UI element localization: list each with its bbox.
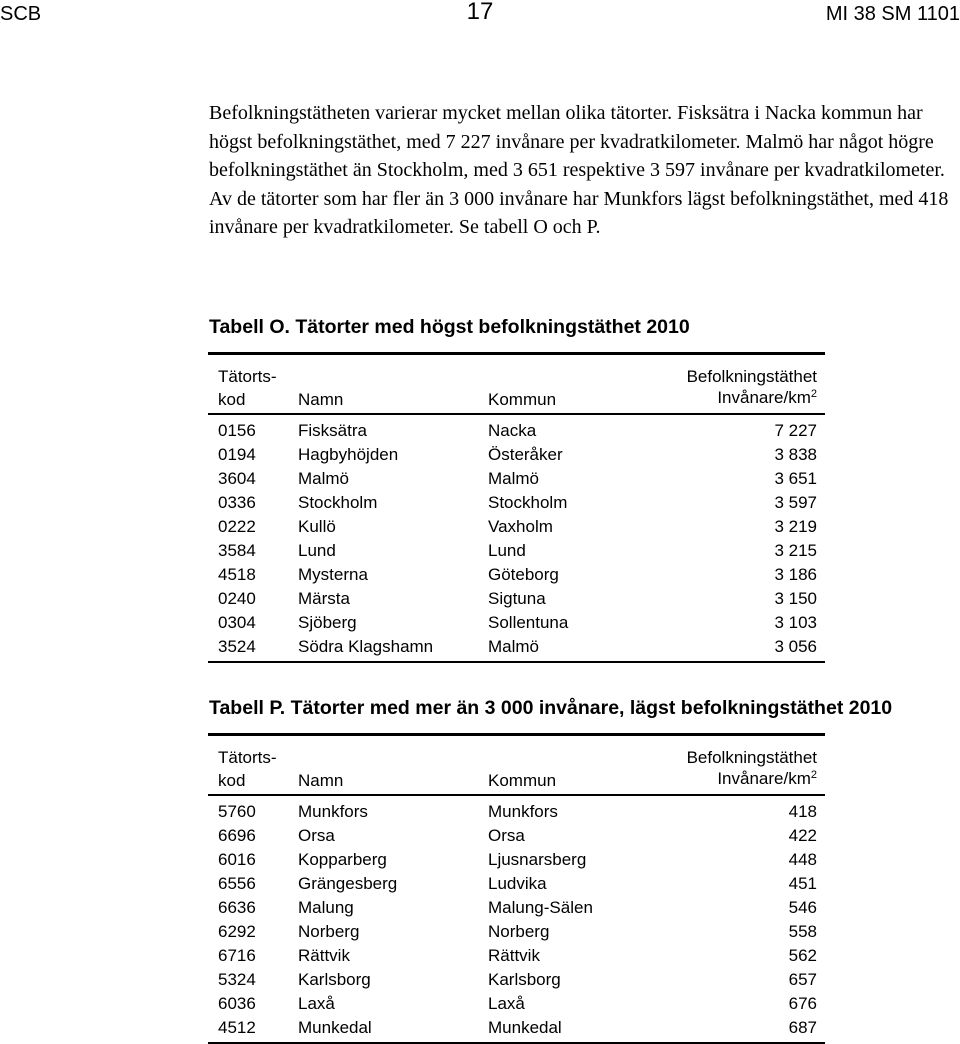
table-row [208, 920, 825, 944]
table-row [208, 539, 825, 563]
table-row [208, 848, 825, 872]
cell-kommun: Stockholm [488, 493, 568, 512]
cell-kommun: Norberg [488, 922, 550, 941]
cell-kod: 3584 [218, 541, 256, 560]
table-row [208, 491, 825, 515]
table-o [208, 352, 825, 663]
cell-kod: 6556 [218, 874, 256, 893]
cell-kommun: Munkedal [488, 1018, 562, 1037]
cell-namn: Lund [298, 541, 336, 560]
table-o-body [208, 415, 825, 661]
unit-text: Invånare/km [717, 388, 811, 407]
cell-value: 3 838 [774, 445, 817, 464]
table-o-title: Tabell O. Tätorter med högst befolkningstäthet 2010 [209, 316, 690, 338]
page-number: 17 [466, 0, 494, 25]
table-row [208, 635, 825, 659]
header-unit [717, 388, 817, 408]
cell-kommun: Ljusnarsberg [488, 850, 587, 869]
table-row [208, 611, 825, 635]
cell-namn: Karlsborg [298, 970, 371, 989]
cell-kod: 0194 [218, 445, 256, 464]
header-namn: Namn [298, 771, 344, 790]
cell-kommun: Ludvika [488, 874, 547, 893]
table-p-body [208, 796, 825, 1042]
report-id: MI 38 SM 1101 [825, 3, 960, 25]
cell-kommun: Malmö [488, 469, 540, 488]
cell-kod: 0240 [218, 589, 256, 608]
table-row [208, 587, 825, 611]
cell-kod: 6292 [218, 922, 256, 941]
cell-value: 451 [788, 874, 817, 893]
cell-kommun: Vaxholm [488, 517, 553, 536]
intro-text [209, 99, 949, 242]
cell-kod: 6016 [218, 850, 256, 869]
cell-namn: Munkfors [298, 802, 368, 821]
cell-value: 687 [788, 1018, 817, 1037]
cell-kommun: Göteborg [488, 565, 559, 584]
table-row [208, 944, 825, 968]
cell-kommun: Malung-Sälen [488, 898, 593, 917]
cell-kod: 5324 [218, 970, 256, 989]
cell-kommun: Orsa [488, 826, 525, 845]
cell-value: 3 597 [774, 493, 817, 512]
cell-kommun: Karlsborg [488, 970, 561, 989]
cell-kod: 6716 [218, 946, 256, 965]
cell-value: 562 [788, 946, 817, 965]
cell-kommun: Munkfors [488, 802, 558, 821]
header-unit [717, 769, 817, 789]
header-kod-line1: Tätorts- [218, 748, 277, 767]
cell-kod: 3604 [218, 469, 256, 488]
cell-kod: 6036 [218, 994, 256, 1013]
cell-value: 3 219 [774, 517, 817, 536]
cell-namn: Malmö [298, 469, 350, 488]
cell-kod: 4512 [218, 1018, 256, 1037]
table-row [208, 992, 825, 1016]
table-row [208, 467, 825, 491]
cell-namn: Malung [298, 898, 354, 917]
cell-value: 546 [788, 898, 817, 917]
cell-value: 3 215 [774, 541, 817, 560]
table-o-bottom-rule [208, 661, 825, 663]
cell-value: 558 [788, 922, 817, 941]
cell-namn: Hagbyhöjden [298, 445, 399, 464]
cell-value: 3 056 [774, 637, 817, 656]
cell-kod: 3524 [218, 637, 256, 656]
table-row [208, 968, 825, 992]
cell-kommun: Lund [488, 541, 526, 560]
cell-kod: 0336 [218, 493, 256, 512]
table-row [208, 872, 825, 896]
unit-text: Invånare/km [717, 769, 811, 788]
table-row [208, 563, 825, 587]
cell-kod: 0222 [218, 517, 256, 536]
cell-namn: Orsa [298, 826, 335, 845]
cell-namn: Sjöberg [298, 613, 357, 632]
cell-value: 3 651 [774, 469, 817, 488]
cell-namn: Grängesberg [298, 874, 398, 893]
header-org: SCB [0, 3, 42, 25]
cell-value: 3 186 [774, 565, 817, 584]
cell-kommun: Nacka [488, 421, 537, 440]
paragraph-2: Av de tätorter som har fler än 3 000 invånare har Munkfors lägst befolkningstäthet, med 418 invånare per kvadratkilometer. Se tabell O och P. [209, 187, 949, 238]
paragraph-1: Befolkningstätheten varierar mycket mellan olika tätorter. Fisksätra i Nacka kommun har högst befolkningstäthet, med 7 227 invånare per kvadratkilometer. Malmö har något högre befolkningstäthet än Stockholm, med 3 651 respektive 3 597 invånare per kvadratkilometer. [209, 102, 945, 181]
cell-value: 422 [788, 826, 817, 845]
table-row [208, 824, 825, 848]
header-kod-line2: kod [218, 390, 246, 409]
table-row [208, 800, 825, 824]
cell-kod: 0156 [218, 421, 256, 440]
cell-kommun: Malmö [488, 637, 540, 656]
cell-kommun: Rättvik [488, 946, 540, 965]
cell-namn: Mysterna [298, 565, 368, 584]
cell-value: 657 [788, 970, 817, 989]
cell-value: 3 103 [774, 613, 817, 632]
cell-kod: 6696 [218, 826, 256, 845]
cell-namn: Munkedal [298, 1018, 372, 1037]
header-namn: Namn [298, 390, 344, 409]
cell-namn: Stockholm [298, 493, 378, 512]
cell-value: 418 [788, 802, 817, 821]
cell-kod: 0304 [218, 613, 256, 632]
cell-kommun: Laxå [488, 994, 525, 1013]
table-row [208, 419, 825, 443]
header-kod-line1: Tätorts- [218, 367, 277, 386]
header-kommun: Kommun [488, 771, 557, 790]
table-p-title: Tabell P. Tätorter med mer än 3 000 invånare, lägst befolkningstäthet 2010 [209, 697, 893, 719]
cell-namn: Märsta [298, 589, 350, 608]
cell-kommun: Sollentuna [488, 613, 569, 632]
cell-namn: Södra Klagshamn [298, 637, 434, 656]
table-p-header [208, 736, 825, 794]
cell-kod: 5760 [218, 802, 256, 821]
cell-namn: Laxå [298, 994, 335, 1013]
cell-namn: Fisksätra [298, 421, 367, 440]
cell-namn: Norberg [298, 922, 360, 941]
unit-superscript: 2 [810, 769, 817, 781]
table-row [208, 443, 825, 467]
table-o-header [208, 355, 825, 413]
unit-superscript: 2 [810, 388, 817, 400]
table-row [208, 1016, 825, 1040]
table-p [208, 733, 825, 1044]
table-row [208, 515, 825, 539]
table-row [208, 896, 825, 920]
cell-kod: 6636 [218, 898, 256, 917]
cell-namn: Kullö [298, 517, 336, 536]
cell-kod: 4518 [218, 565, 256, 584]
cell-value: 448 [788, 850, 817, 869]
header-kod-line2: kod [218, 771, 246, 790]
header-befolkningstathet: Befolkningstäthet [686, 367, 817, 386]
cell-value: 676 [788, 994, 817, 1013]
cell-kommun: Sigtuna [488, 589, 546, 608]
header-befolkningstathet: Befolkningstäthet [686, 748, 817, 767]
header-kommun: Kommun [488, 390, 557, 409]
cell-namn: Rättvik [298, 946, 350, 965]
cell-namn: Kopparberg [298, 850, 387, 869]
cell-value: 3 150 [774, 589, 817, 608]
cell-value: 7 227 [774, 421, 817, 440]
cell-kommun: Österåker [488, 445, 563, 464]
